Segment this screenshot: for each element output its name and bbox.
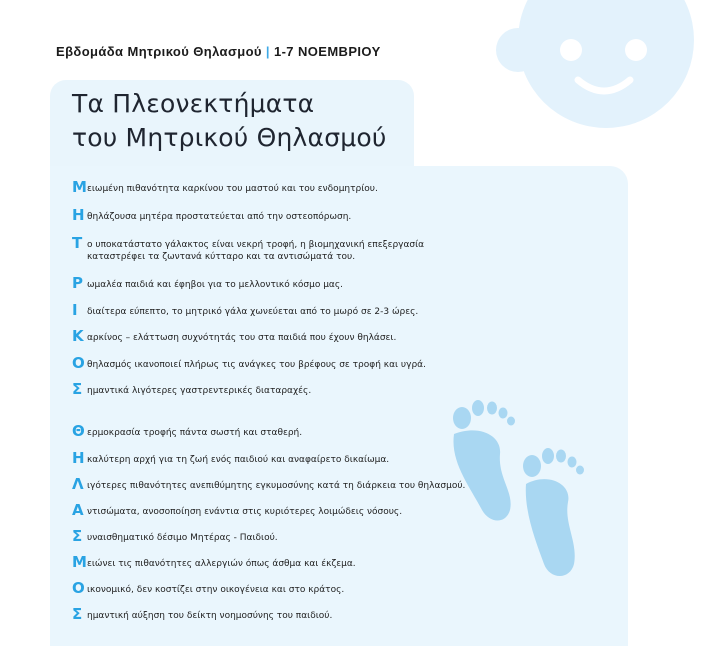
item-text: ικονομικό, δεν κοστίζει στην οικογένεια και στο κράτος. [87, 585, 345, 595]
campaign-header [56, 44, 381, 59]
list-item [72, 553, 356, 571]
initial-letter: Κ [72, 327, 84, 345]
list-item [72, 301, 419, 319]
initial-letter: Σ [72, 380, 83, 398]
item-text: διαίτερα εύπεπτο, το μητρικό γάλα χωνεύεται από το μωρό σε 2-3 ώρες. [87, 307, 419, 317]
initial-letter: Σ [72, 527, 83, 545]
initial-letter: Ι [72, 301, 78, 319]
page-title [72, 87, 387, 155]
initial-letter: Μ [72, 178, 87, 196]
item-text: καλύτερη αρχή για τη ζωή ενός παιδιού και αναφαίρετο δικαίωμα. [87, 455, 390, 465]
item-text: ο υποκατάστατο γάλακτος είναι νεκρή τροφή, η βιομηχανική επεξεργασία [87, 240, 425, 250]
item-text: θηλάζουσα μητέρα προστατεύεται από την οστεοπόρωση. [87, 212, 352, 222]
item-text: ειωμένη πιθανότητα καρκίνου του μαστού και του ενδομητρίου. [87, 184, 378, 194]
baby-face-icon [486, 0, 708, 130]
baby-footprints-icon [440, 392, 590, 592]
item-text: ημαντικά λιγότερες γαστρεντερικές διαταραχές. [87, 386, 312, 396]
list-item [72, 327, 397, 345]
initial-letter: Τ [72, 234, 83, 252]
title-line-2: του Μητρικού Θηλασμού [72, 123, 387, 152]
list-item [72, 206, 352, 224]
item-text: υναισθηματικό δέσιμο Μητέρας - Παιδιού. [87, 533, 278, 543]
campaign-dates: 1-7 ΝΟΕΜΒΡΙΟΥ [273, 44, 381, 59]
item-text: θηλασμός ικανοποιεί πλήρως τις ανάγκες του βρέφους σε τροφή και υγρά. [87, 360, 426, 370]
list-item [72, 605, 333, 623]
item-text: ντισώματα, ανοσοποίηση ενάντια στις κυριότερες λοιμώδεις νόσους. [87, 507, 403, 517]
item-text: ιγότερες πιθανότητες ανεπιθύμητης εγκυμοσύνης κατά τη διάρκεια του θηλασμού. [87, 481, 466, 491]
item-text: ωμαλέα παιδιά και έφηβοι για το μελλοντικό κόσμο μας. [87, 280, 343, 290]
initial-letter: Μ [72, 553, 87, 571]
item-text-continued: καταστρέφει τα ζωντανά κύτταρο και τα αντισώματά του. [87, 252, 356, 262]
list-item [72, 274, 343, 292]
item-text: ειώνει τις πιθανότητες αλλεργιών όπως άσθμα και έκζεμα. [87, 559, 356, 569]
list-item [72, 380, 312, 398]
list-item [72, 178, 378, 196]
initial-letter: Σ [72, 605, 83, 623]
initial-letter: Λ [72, 475, 84, 493]
list-item [72, 527, 278, 545]
list-item [72, 579, 345, 597]
title-line-1: Τα Πλεονεκτήματα [72, 89, 315, 118]
item-text: ημαντική αύξηση του δείκτη νοημοσύνης του παιδιού. [87, 611, 333, 621]
initial-letter: Ο [72, 354, 85, 372]
campaign-name: Εβδομάδα Μητρικού Θηλασμού [56, 44, 262, 59]
initial-letter: Ρ [72, 274, 83, 292]
header-separator: | [265, 44, 270, 59]
list-item [72, 234, 425, 263]
list-item [72, 449, 390, 467]
initial-letter: Α [72, 501, 84, 519]
item-text: αρκίνος – ελάττωση συχνότητάς του στα παιδιά που έχουν θηλάσει. [87, 333, 397, 343]
initial-letter: Θ [72, 422, 85, 440]
list-item [72, 501, 403, 519]
list-item [72, 354, 426, 372]
list-item [72, 422, 303, 440]
item-text: ερμοκρασία τροφής πάντα σωστή και σταθερή. [87, 428, 303, 438]
initial-letter: Η [72, 449, 85, 467]
initial-letter: Η [72, 206, 85, 224]
list-item [72, 475, 466, 493]
initial-letter: Ο [72, 579, 85, 597]
